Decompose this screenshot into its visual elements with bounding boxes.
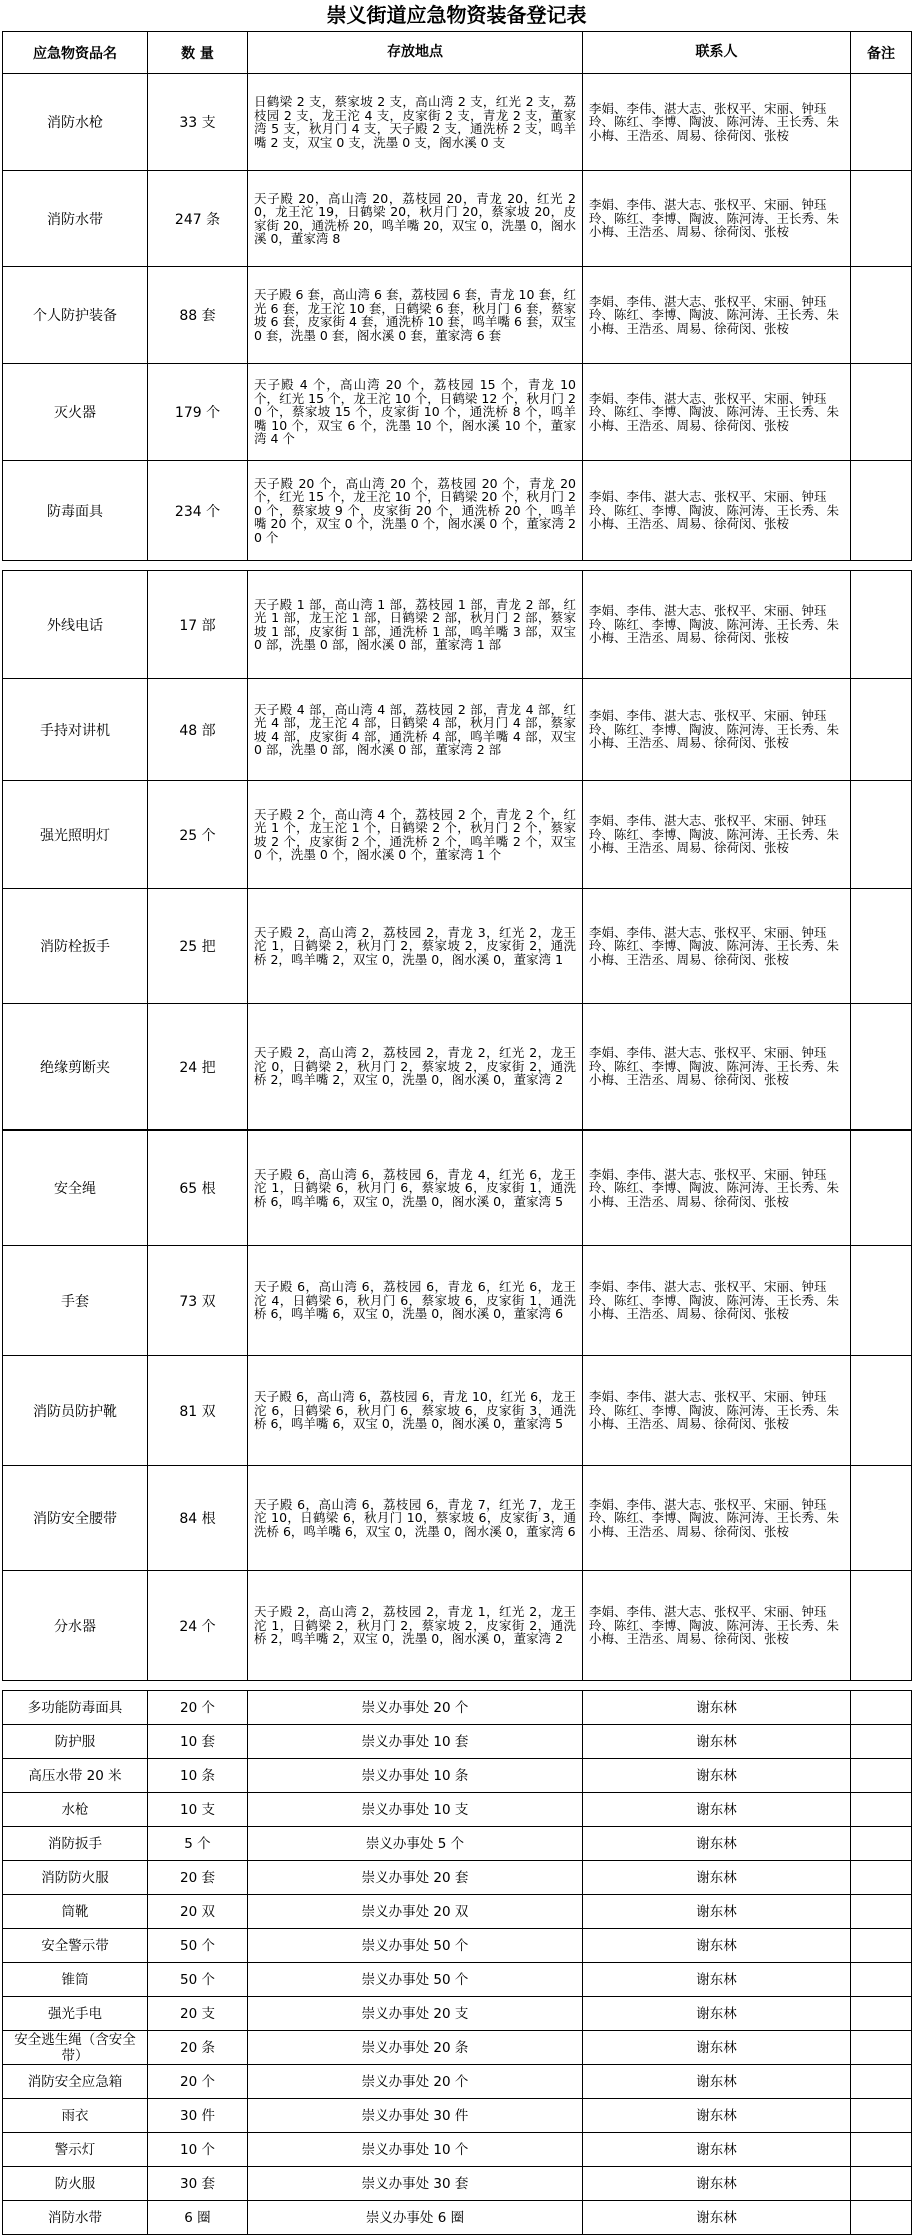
item-remark: [851, 1571, 912, 1681]
item-remark: [851, 1827, 912, 1861]
item-contact: 李娟、李伟、湛大志、张权平、宋丽、钟珏玲、陈红、李博、陶波、陈河涛、王长秀、朱小梅、王浩丞、周易、徐荷闵、张桉: [583, 1466, 851, 1571]
item-name: 筒靴: [3, 1895, 148, 1929]
item-location: 天子殿 6，高山湾 6，荔枝园 6，青龙 10，红光 6，龙王沱 6，日鹤梁 6，秋月门 6，蔡家坡 6，皮家街 3，通洗桥 6，鸣羊嘴 6，双宝 0，洗墨 0，阁水溪 0，董家湾 5: [248, 1356, 583, 1466]
item-contact: 谢东林: [583, 2099, 851, 2133]
item-location: 天子殿 6，高山湾 6，荔枝园 6，青龙 7，红光 7，龙王沱 10，日鹤梁 6，秋月门 10，蔡家坡 6，皮家街 3，通洗桥 6，鸣羊嘴 6，双宝 0，洗墨 0，阁水溪 0，董家湾 6: [248, 1466, 583, 1571]
item-name: 雨衣: [3, 2099, 148, 2133]
header-quantity: 数 量: [148, 32, 248, 74]
item-name: 手持对讲机: [3, 679, 148, 781]
item-location: 崇义办事处 10 个: [248, 2133, 583, 2167]
item-quantity: 50 个: [148, 1929, 248, 1963]
item-location: 崇义办事处 20 支: [248, 1997, 583, 2031]
item-remark: [851, 461, 912, 561]
item-quantity: 10 套: [148, 1725, 248, 1759]
item-contact: 谢东林: [583, 1963, 851, 1997]
item-quantity: 33 支: [148, 74, 248, 171]
item-quantity: 25 个: [148, 781, 248, 889]
item-contact: 谢东林: [583, 1895, 851, 1929]
item-location: 天子殿 2 个，高山湾 4 个，荔枝园 2 个，青龙 2 个，红光 1 个，龙王沱 1 个，日鹤梁 2 个，秋月门 2 个，蔡家坡 2 个，皮家街 2 个，通洗桥 2 个，鸣羊嘴 2 个，双宝 0 个，洗墨 0 个，阁水溪 0 个，董家湾 1 个: [248, 781, 583, 889]
table-row: [3, 1691, 912, 1725]
table-row: [3, 171, 912, 267]
item-contact: 谢东林: [583, 1861, 851, 1895]
item-contact: 谢东林: [583, 1793, 851, 1827]
item-quantity: 50 个: [148, 1963, 248, 1997]
item-contact: 李娟、李伟、湛大志、张权平、宋丽、钟珏玲、陈红、李博、陶波、陈河涛、王长秀、朱小梅、王浩丞、周易、徐荷闵、张桉: [583, 267, 851, 364]
item-name: 消防水枪: [3, 74, 148, 171]
item-quantity: 6 圈: [148, 2201, 248, 2235]
header-location: 存放地点: [248, 32, 583, 74]
table-row: [3, 1356, 912, 1466]
table-row: [3, 2133, 912, 2167]
item-name: 多功能防毒面具: [3, 1691, 148, 1725]
header-item-name: 应急物资品名: [3, 32, 148, 74]
item-name: 消防安全应急箱: [3, 2065, 148, 2099]
item-location: 天子殿 2，高山湾 2，荔枝园 2，青龙 2，红光 2，龙王沱 0，日鹤梁 2，秋月门 2，蔡家坡 2，皮家街 2，通洗桥 2，鸣羊嘴 2，双宝 0，洗墨 0，阁水溪 0，董家湾 2: [248, 1004, 583, 1130]
item-location: 天子殿 20 个，高山湾 20 个，荔枝园 20 个，青龙 20 个，红光 15 个，龙王沱 10 个，日鹤梁 20 个，秋月门 20 个，蔡家坡 9 个，皮家街 20 个，通洗桥 20 个，鸣羊嘴 20 个，双宝 0 个，洗墨 0 个，阁水溪 0 个，董家湾 20 个: [248, 461, 583, 561]
table-row: [3, 679, 912, 781]
item-remark: [851, 2133, 912, 2167]
table-row: [3, 1725, 912, 1759]
item-quantity: 25 把: [148, 889, 248, 1004]
item-contact: 谢东林: [583, 2031, 851, 2065]
item-remark: [851, 1963, 912, 1997]
item-name: 水枪: [3, 1793, 148, 1827]
item-location: 崇义办事处 50 个: [248, 1929, 583, 1963]
item-remark: [851, 2099, 912, 2133]
item-location: 崇义办事处 20 双: [248, 1895, 583, 1929]
table-row: [3, 2099, 912, 2133]
header-remark: 备注: [851, 32, 912, 74]
item-remark: [851, 1929, 912, 1963]
item-name: 安全绳: [3, 1131, 148, 1246]
item-remark: [851, 2031, 912, 2065]
item-location: 崇义办事处 10 支: [248, 1793, 583, 1827]
item-name: 警示灯: [3, 2133, 148, 2167]
item-location: 崇义办事处 6 圈: [248, 2201, 583, 2235]
item-name: 强光照明灯: [3, 781, 148, 889]
item-location: 崇义办事处 30 套: [248, 2167, 583, 2201]
item-contact: 谢东林: [583, 1759, 851, 1793]
item-quantity: 24 把: [148, 1004, 248, 1130]
item-quantity: 30 套: [148, 2167, 248, 2201]
table-row: [3, 1827, 912, 1861]
item-remark: [851, 74, 912, 171]
table-header-row: [3, 32, 912, 74]
item-location: 崇义办事处 10 套: [248, 1725, 583, 1759]
item-location: 崇义办事处 20 条: [248, 2031, 583, 2065]
item-location: 天子殿 20，高山湾 20，荔枝园 20，青龙 20，红光 20，龙王沱 19，日鹤梁 20，秋月门 20，蔡家坡 20，皮家街 20，通洗桥 20，鸣羊嘴 20，双宝 0，洗墨 0，阁水溪 0，董家湾 8: [248, 171, 583, 267]
item-remark: [851, 364, 912, 461]
item-location: 天子殿 6，高山湾 6，荔枝园 6，青龙 6，红光 6，龙王沱 4，日鹤梁 6，秋月门 6，蔡家坡 6，皮家街 1，通洗桥 6，鸣羊嘴 6，双宝 0，洗墨 0，阁水溪 0，董家湾 6: [248, 1246, 583, 1356]
item-contact: 李娟、李伟、湛大志、张权平、宋丽、钟珏玲、陈红、李博、陶波、陈河涛、王长秀、朱小梅、王浩丞、周易、徐荷闵、张桉: [583, 461, 851, 561]
item-quantity: 88 套: [148, 267, 248, 364]
item-location: 天子殿 1 部，高山湾 1 部，荔枝园 1 部，青龙 2 部，红光 1 部，龙王沱 1 部，日鹤梁 2 部，秋月门 2 部，蔡家坡 1 部，皮家街 1 部，通洗桥 1 部，鸣羊嘴 3 部，双宝 0 部，洗墨 0 部，阁水溪 0 部，董家湾 1 部: [248, 571, 583, 679]
table-row: [3, 2031, 912, 2065]
item-quantity: 20 双: [148, 1895, 248, 1929]
item-name: 绝缘剪断夹: [3, 1004, 148, 1130]
item-location: 天子殿 4 个，高山湾 20 个，荔枝园 15 个，青龙 10 个，红光 15 个，龙王沱 10 个，日鹤梁 12 个，秋月门 20 个，蔡家坡 15 个，皮家街 10 个，通洗桥 8 个，鸣羊嘴 10 个，双宝 6 个，洗墨 10 个，阁水溪 10 个，董家湾 4 个: [248, 364, 583, 461]
item-quantity: 5 个: [148, 1827, 248, 1861]
item-quantity: 179 个: [148, 364, 248, 461]
item-remark: [851, 1691, 912, 1725]
item-location: 日鹤梁 2 支，蔡家坡 2 支，高山湾 2 支，红光 2 支，荔枝园 2 支，龙王沱 4 支，皮家街 2 支，青龙 2 支，董家湾 5 支，秋月门 4 支，天子殿 2 支，通洗桥 2 支，鸣羊嘴 2 支，双宝 0 支，洗墨 0 支，阁水溪 0 支: [248, 74, 583, 171]
item-contact: 李娟、李伟、湛大志、张权平、宋丽、钟珏玲、陈红、李博、陶波、陈河涛、王长秀、朱小梅、王浩丞、周易、徐荷闵、张桉: [583, 781, 851, 889]
table-row: [3, 1571, 912, 1681]
item-name: 外线电话: [3, 571, 148, 679]
table-row: [3, 1759, 912, 1793]
item-contact: 李娟、李伟、湛大志、张权平、宋丽、钟珏玲、陈红、李博、陶波、陈河涛、王长秀、朱小梅、王浩丞、周易、徐荷闵、张桉: [583, 74, 851, 171]
item-remark: [851, 2201, 912, 2235]
item-remark: [851, 2065, 912, 2099]
item-quantity: 84 根: [148, 1466, 248, 1571]
item-contact: 李娟、李伟、湛大志、张权平、宋丽、钟珏玲、陈红、李博、陶波、陈河涛、王长秀、朱小梅、王浩丞、周易、徐荷闵、张桉: [583, 364, 851, 461]
item-location: 天子殿 6，高山湾 6，荔枝园 6，青龙 4，红光 6，龙王沱 1，日鹤梁 6，秋月门 6，蔡家坡 6，皮家街 1，通洗桥 6，鸣羊嘴 6，双宝 0，洗墨 0，阁水溪 0，董家湾 5: [248, 1131, 583, 1246]
item-remark: [851, 1131, 912, 1246]
table-row: [3, 1963, 912, 1997]
item-contact: 谢东林: [583, 2201, 851, 2235]
item-location: 崇义办事处 10 条: [248, 1759, 583, 1793]
item-quantity: 20 套: [148, 1861, 248, 1895]
item-location: 天子殿 4 部，高山湾 4 部，荔枝园 2 部，青龙 4 部，红光 4 部，龙王沱 4 部，日鹤梁 4 部，秋月门 4 部，蔡家坡 4 部，皮家街 4 部，通洗桥 4 部，鸣羊嘴 4 部，双宝 0 部，洗墨 0 部，阁水溪 0 部，董家湾 2 部: [248, 679, 583, 781]
table-row: [3, 1246, 912, 1356]
table-row: [3, 2201, 912, 2235]
item-quantity: 17 部: [148, 571, 248, 679]
table-row: [3, 1861, 912, 1895]
item-quantity: 73 双: [148, 1246, 248, 1356]
item-location: 天子殿 2，高山湾 2，荔枝园 2，青龙 1，红光 2，龙王沱 1，日鹤梁 2，秋月门 2，蔡家坡 2，皮家街 2，通洗桥 2，鸣羊嘴 2，双宝 0，洗墨 0，阁水溪 0，董家湾 2: [248, 1571, 583, 1681]
item-name: 消防安全腰带: [3, 1466, 148, 1571]
item-quantity: 65 根: [148, 1131, 248, 1246]
item-name: 消防水带: [3, 2201, 148, 2235]
item-location: 崇义办事处 50 个: [248, 1963, 583, 1997]
item-name: 强光手电: [3, 1997, 148, 2031]
item-contact: 李娟、李伟、湛大志、张权平、宋丽、钟珏玲、陈红、李博、陶波、陈河涛、王长秀、朱小梅、王浩丞、周易、徐荷闵、张桉: [583, 1246, 851, 1356]
item-remark: [851, 1861, 912, 1895]
table-row: [3, 1004, 912, 1130]
registry-table-2: [2, 570, 912, 1130]
item-name: 手套: [3, 1246, 148, 1356]
item-remark: [851, 1759, 912, 1793]
item-quantity: 48 部: [148, 679, 248, 781]
item-location: 崇义办事处 30 件: [248, 2099, 583, 2133]
item-name: 安全警示带: [3, 1929, 148, 1963]
item-remark: [851, 1356, 912, 1466]
item-contact: 李娟、李伟、湛大志、张权平、宋丽、钟珏玲、陈红、李博、陶波、陈河涛、王长秀、朱小梅、王浩丞、周易、徐荷闵、张桉: [583, 571, 851, 679]
item-name: 防火服: [3, 2167, 148, 2201]
item-name: 个人防护装备: [3, 267, 148, 364]
item-contact: 谢东林: [583, 2065, 851, 2099]
item-remark: [851, 267, 912, 364]
table-row: [3, 889, 912, 1004]
item-contact: 李娟、李伟、湛大志、张权平、宋丽、钟珏玲、陈红、李博、陶波、陈河涛、王长秀、朱小梅、王浩丞、周易、徐荷闵、张桉: [583, 889, 851, 1004]
item-quantity: 20 个: [148, 1691, 248, 1725]
item-quantity: 234 个: [148, 461, 248, 561]
item-name: 安全逃生绳（含安全带）: [3, 2031, 148, 2065]
item-name: 灭火器: [3, 364, 148, 461]
registry-table-4: [2, 1690, 912, 2235]
item-quantity: 81 双: [148, 1356, 248, 1466]
item-quantity: 20 支: [148, 1997, 248, 2031]
item-name: 消防防火服: [3, 1861, 148, 1895]
item-contact: 谢东林: [583, 1725, 851, 1759]
item-contact: 谢东林: [583, 2133, 851, 2167]
item-quantity: 20 条: [148, 2031, 248, 2065]
item-remark: [851, 571, 912, 679]
item-location: 崇义办事处 20 套: [248, 1861, 583, 1895]
table-row: [3, 2065, 912, 2099]
item-remark: [851, 1246, 912, 1356]
item-contact: 李娟、李伟、湛大志、张权平、宋丽、钟珏玲、陈红、李博、陶波、陈河涛、王长秀、朱小梅、王浩丞、周易、徐荷闵、张桉: [583, 1004, 851, 1130]
item-quantity: 10 条: [148, 1759, 248, 1793]
item-name: 高压水带 20 米: [3, 1759, 148, 1793]
item-contact: 谢东林: [583, 1691, 851, 1725]
item-remark: [851, 781, 912, 889]
table-row: [3, 74, 912, 171]
item-contact: 李娟、李伟、湛大志、张权平、宋丽、钟珏玲、陈红、李博、陶波、陈河涛、王长秀、朱小梅、王浩丞、周易、徐荷闵、张桉: [583, 1571, 851, 1681]
item-remark: [851, 1895, 912, 1929]
table-row: [3, 364, 912, 461]
item-quantity: 10 个: [148, 2133, 248, 2167]
table-row: [3, 781, 912, 889]
table-row: [3, 1466, 912, 1571]
item-contact: 谢东林: [583, 2167, 851, 2201]
item-quantity: 10 支: [148, 1793, 248, 1827]
table-row: [3, 1929, 912, 1963]
item-remark: [851, 679, 912, 781]
item-location: 天子殿 6 套，高山湾 6 套，荔枝园 6 套，青龙 10 套，红光 6 套，龙王沱 10 套，日鹤梁 6 套，秋月门 6 套，蔡家坡 6 套，皮家街 4 套，通洗桥 10 套，鸣羊嘴 6 套，双宝 0 套，洗墨 0 套，阁水溪 0 套，董家湾 6 套: [248, 267, 583, 364]
item-quantity: 20 个: [148, 2065, 248, 2099]
item-contact: 谢东林: [583, 1827, 851, 1861]
table-row: [3, 571, 912, 679]
item-location: 崇义办事处 5 个: [248, 1827, 583, 1861]
item-location: 崇义办事处 20 个: [248, 1691, 583, 1725]
header-contact: 联系人: [583, 32, 851, 74]
item-remark: [851, 1466, 912, 1571]
item-name: 锥筒: [3, 1963, 148, 1997]
item-contact: 李娟、李伟、湛大志、张权平、宋丽、钟珏玲、陈红、李博、陶波、陈河涛、王长秀、朱小梅、王浩丞、周易、徐荷闵、张桉: [583, 1131, 851, 1246]
table-row: [3, 2167, 912, 2201]
item-name: 消防扳手: [3, 1827, 148, 1861]
item-remark: [851, 1997, 912, 2031]
item-contact: 李娟、李伟、湛大志、张权平、宋丽、钟珏玲、陈红、李博、陶波、陈河涛、王长秀、朱小梅、王浩丞、周易、徐荷闵、张桉: [583, 171, 851, 267]
item-location: 崇义办事处 20 个: [248, 2065, 583, 2099]
registry-table-1: [2, 31, 912, 561]
item-name: 消防栓扳手: [3, 889, 148, 1004]
item-quantity: 30 件: [148, 2099, 248, 2133]
page-title: 崇义街道应急物资装备登记表: [326, 3, 587, 27]
item-remark: [851, 1004, 912, 1130]
item-name: 消防员防护靴: [3, 1356, 148, 1466]
item-name: 分水器: [3, 1571, 148, 1681]
item-quantity: 247 条: [148, 171, 248, 267]
item-remark: [851, 889, 912, 1004]
center-items-list: [3, 1691, 912, 2235]
item-name: 防护服: [3, 1725, 148, 1759]
item-contact: 谢东林: [583, 1929, 851, 1963]
item-location: 天子殿 2，高山湾 2，荔枝园 2，青龙 3，红光 2，龙王沱 1，日鹤梁 2，秋月门 2，蔡家坡 2，皮家街 2，通洗桥 2，鸣羊嘴 2，双宝 0，洗墨 0，阁水溪 0，董家湾 1: [248, 889, 583, 1004]
table-row: [3, 267, 912, 364]
item-remark: [851, 171, 912, 267]
table-row: [3, 1895, 912, 1929]
item-remark: [851, 2167, 912, 2201]
item-contact: 李娟、李伟、湛大志、张权平、宋丽、钟珏玲、陈红、李博、陶波、陈河涛、王长秀、朱小梅、王浩丞、周易、徐荷闵、张桉: [583, 679, 851, 781]
item-name: 防毒面具: [3, 461, 148, 561]
item-contact: 李娟、李伟、湛大志、张权平、宋丽、钟珏玲、陈红、李博、陶波、陈河涛、王长秀、朱小梅、王浩丞、周易、徐荷闵、张桉: [583, 1356, 851, 1466]
item-quantity: 24 个: [148, 1571, 248, 1681]
registry-table-3: [2, 1130, 912, 1681]
table-row: [3, 461, 912, 561]
table-row: [3, 1997, 912, 2031]
table-row: [3, 1793, 912, 1827]
item-contact: 谢东林: [583, 1997, 851, 2031]
item-remark: [851, 1793, 912, 1827]
table-row: [3, 1131, 912, 1246]
item-remark: [851, 1725, 912, 1759]
item-name: 消防水带: [3, 171, 148, 267]
